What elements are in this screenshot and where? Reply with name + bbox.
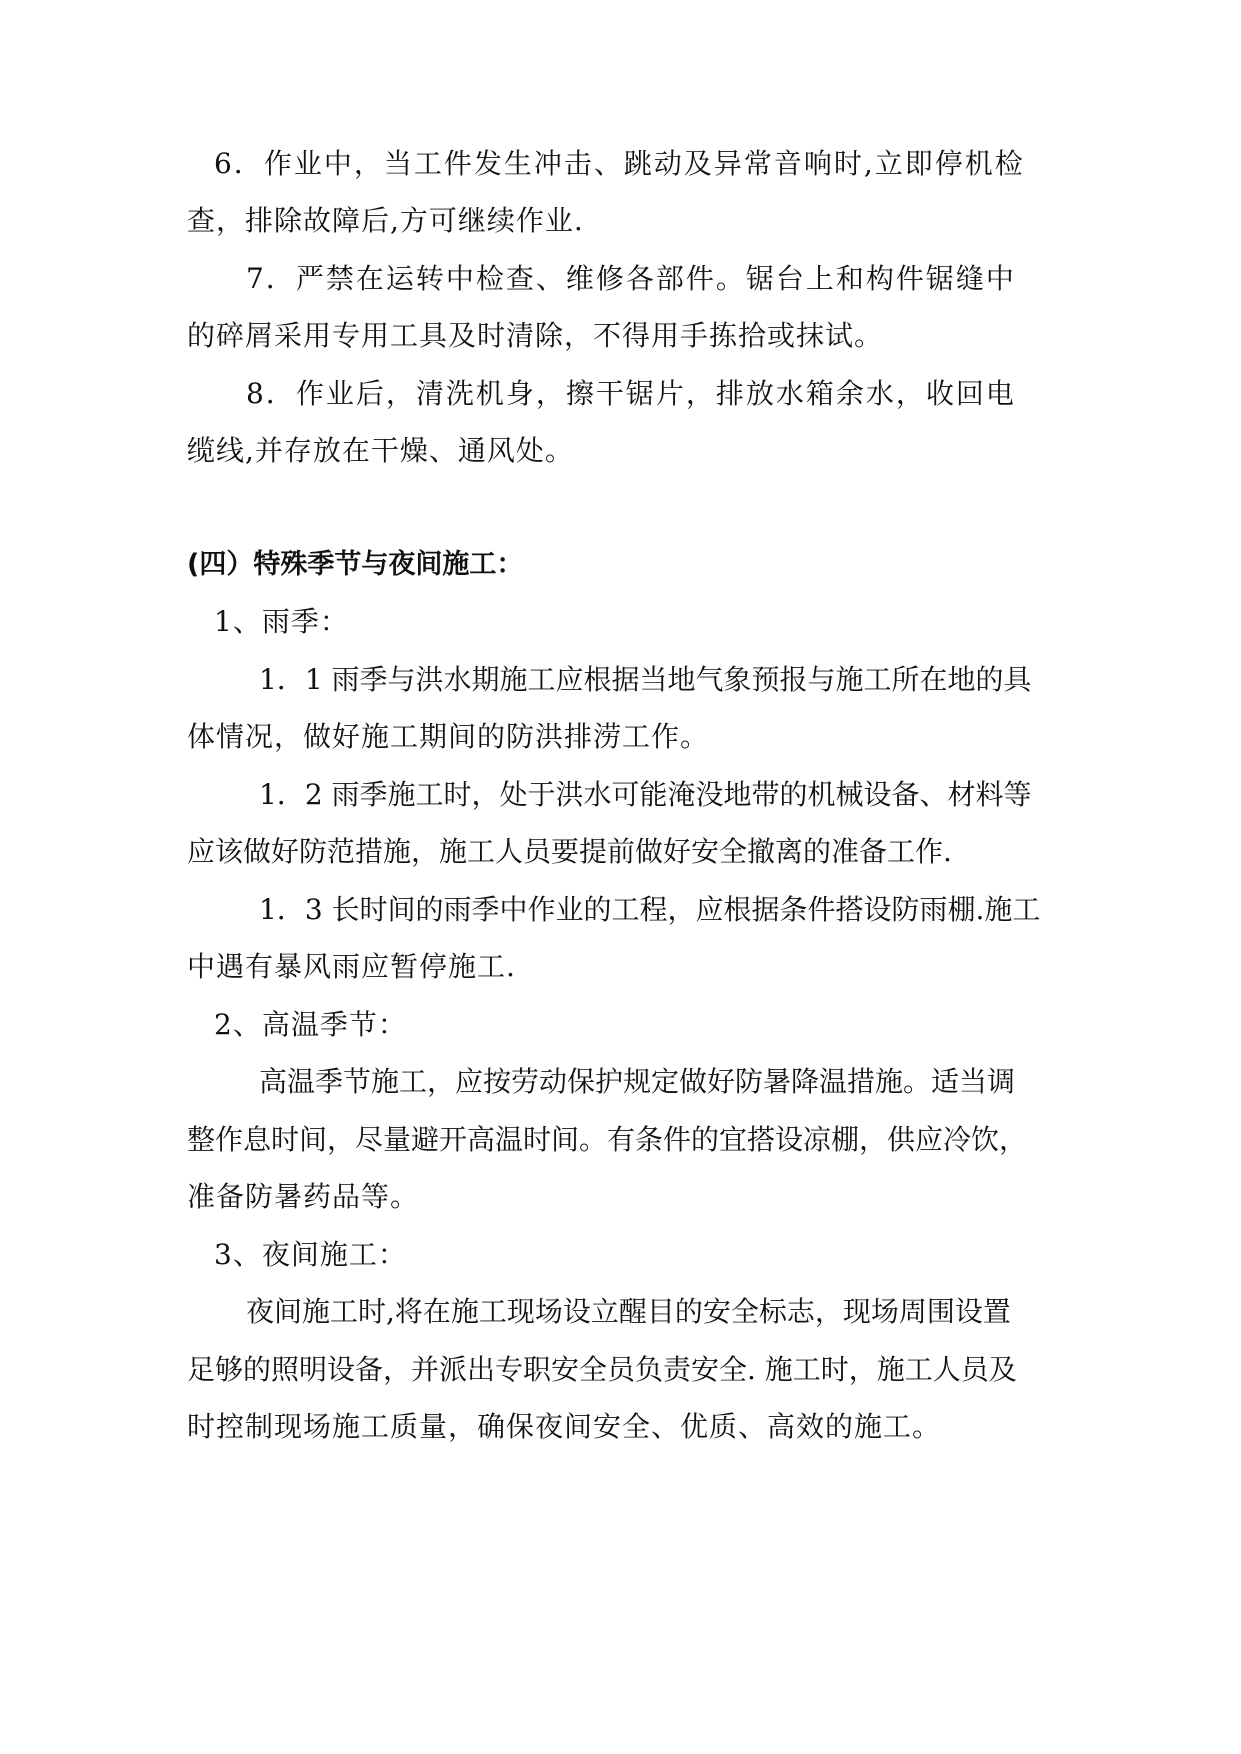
paragraph-8-line-2: 缆线,并存放在干燥、通风处。: [187, 434, 574, 467]
paragraph-6-line-2: 查，排除故障后,方可继续作业.: [187, 204, 584, 237]
paragraph-8-line-1: 8．作业后，清洗机身，擦干锯片，排放水箱余水，收回电: [246, 377, 1016, 410]
high-temp-heading: 2、高温季节：: [214, 1008, 407, 1041]
rain-season-heading: 1、雨季：: [214, 605, 349, 638]
high-temp-line-3: 准备防暑药品等。: [187, 1180, 420, 1213]
night-work-heading: 3、夜间施工：: [214, 1238, 407, 1271]
item-1-2-line-1: 1．2 雨季施工时，处于洪水可能淹没地带的机械设备、材料等: [259, 778, 1032, 811]
high-temp-line-2: 整作息时间，尽量避开高温时间。有条件的宜搭设凉棚，供应冷饮，: [187, 1123, 1028, 1156]
paragraph-7-line-2: 的碎屑采用专用工具及时清除，不得用手拣拾或抹试。: [187, 319, 884, 352]
high-temp-line-1: 高温季节施工，应按劳动保护规定做好防暑降温措施。适当调: [259, 1065, 1016, 1098]
night-work-line-3: 时控制现场施工质量，确保夜间安全、优质、高效的施工。: [187, 1410, 942, 1443]
night-work-line-2: 足够的照明设备，并派出专职安全员负责安全. 施工时，施工人员及: [187, 1353, 1017, 1386]
item-1-3-line-1: 1．3 长时间的雨季中作业的工程，应根据条件搭设防雨棚.施工: [259, 893, 1041, 926]
paragraph-7-line-1: 7．严禁在运转中检查、维修各部件。锯台上和构件锯缝中: [246, 262, 1016, 295]
item-1-3-line-2: 中遇有暴风雨应暂停施工.: [187, 950, 516, 983]
item-1-1-line-1: 1．1 雨季与洪水期施工应根据当地气象预报与施工所在地的具: [259, 663, 1032, 696]
section-heading: (四）特殊季节与夜间施工：: [187, 549, 524, 580]
night-work-line-1: 夜间施工时,将在施工现场设立醒目的安全标志，现场周围设置: [246, 1295, 1011, 1328]
item-1-2-line-2: 应该做好防范措施，施工人员要提前做好安全撤离的准备工作.: [187, 835, 952, 868]
paragraph-6-line-1: 6．作业中，当工件发生冲击、跳动及异常音响时,立即停机检: [214, 147, 1025, 180]
item-1-1-line-2: 体情况，做好施工期间的防洪排涝工作。: [187, 720, 710, 753]
